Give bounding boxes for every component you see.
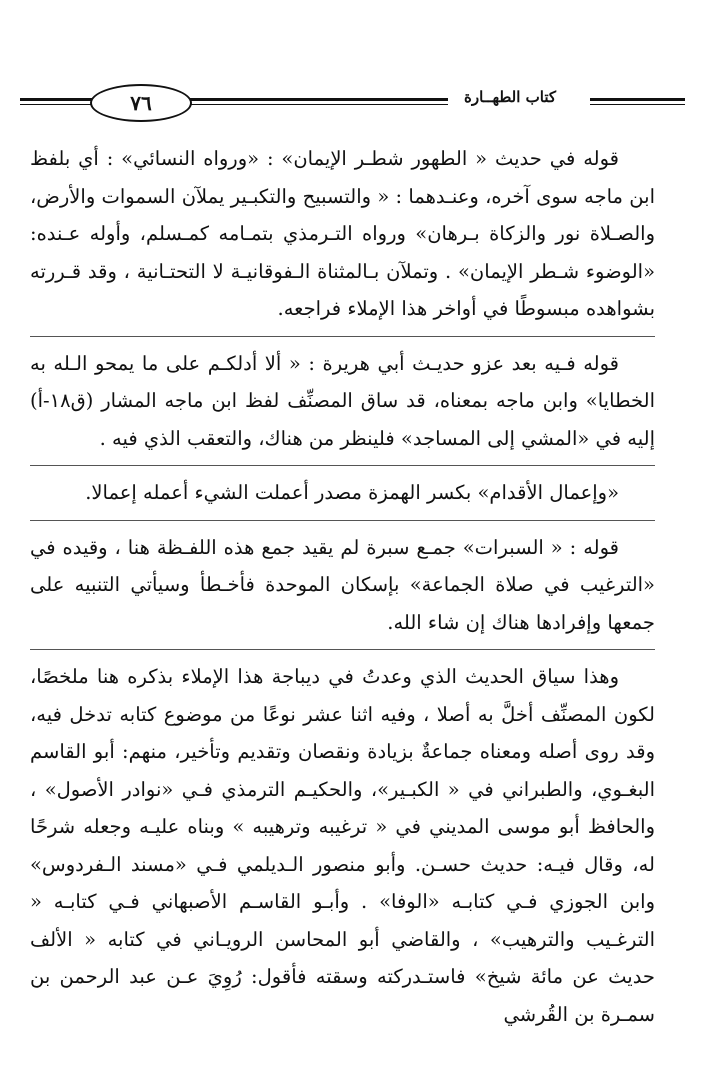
header-rule-mid-top bbox=[190, 98, 448, 101]
header-rule-mid-bottom bbox=[190, 104, 448, 105]
paragraph-divider bbox=[30, 520, 655, 521]
paragraph: قوله : « السبرات» جمـع سبرة لم يقيد جمع هذه اللفـظة هنا ، وقيده في «الترغيب في صلاة الجماعة» بإسكان الموحدة فأخـطأ وسيأتي التنبيه على جمعها وإفرادها هناك إن شاء الله. bbox=[30, 535, 655, 634]
paragraph-divider bbox=[30, 649, 655, 650]
paragraph: وهذا سياق الحديث الذي وعدتُ في ديباجة هذا الإملاء بذكره هنا ملخصًا، لكون المصنِّف أخلَّ به أصلا ، وفيه اثنا عشر نوعًا من موضوع كتابه تدخل فيه، وقد روى أصله ومعناه جماعةٌ بزيادة ونقصان وتقديم وتأخير، منهم: أبو القاسم البغـوي، والطبراني في « الكبـير»، والحكيـم الترمذي فـي «نوادر الأصول» ، والحافظ أبو موسى المديني في « ترغيبه وترهيبه » وبناه عليـه وجعله شرحًا له، وقال فيـه: حديث حسـن. وأبو منصور الـديلمي فـي «مسند الـفردوس» وابن الجوزي فـي كتابـه «الوفا» . وأبـو القاسـم الأصبهاني فـي كتابـه « الترغـيب والترهيب» ، والقاضي أبو المحاسن الرويـاني في كتابه « الألف حديث عن مائة شيخ» فاستـدركته وسقته فأقول: رُوِيَ عـن عبد الرحمن بن سمـرة بن القُرشي bbox=[30, 665, 655, 1026]
header-rule-left-bottom bbox=[20, 104, 92, 105]
paragraph: «وإعمال الأقدام» بكسر الهمزة مصدر أعملت الشيء أعمله إعمالا. bbox=[85, 481, 619, 504]
paragraph-divider bbox=[30, 336, 655, 337]
paragraph: قوله فـيه بعد عزو حديـث أبي هريرة : « ألا أدلكـم على ما يمحو الـله به الخطايا» وابن ماجه بمعناه، قد ساق المصنِّف لفظ ابن ماجه المشار (ق١٨-أ) إليه في «المشي إلى المساجد» فلينظر من هناك، والتعقب الذي فيه . bbox=[30, 351, 655, 450]
header-rule-left-top bbox=[20, 98, 92, 101]
page-header bbox=[20, 82, 685, 126]
header-rule-right-top bbox=[590, 98, 685, 101]
header-rule-right-bottom bbox=[590, 104, 685, 105]
running-title: كتاب الطهــارة bbox=[464, 88, 556, 106]
paragraph: قوله في حديث « الطهور شطـر الإيمان» : «ورواه النسائي» : أي بلفظ ابن ماجه سوى آخره، وعنـدهما : « والتسبيح والتكبـير يملآن السموات والأرض، والصـلاة نور والزكاة بـرهان» ورواه التـرمذي بتمـامه كمـسلم، وأوله عـنده: «الوضوء شـطر الإيمان» . وتملآن بـالمثناة الـفوقانيـة لا التحتـانية ، وقد قـررته بشواهده مبسوطًا في أواخر هذا الإملاء فراجعه. bbox=[30, 147, 655, 320]
page-body bbox=[30, 140, 655, 1033]
page-number: ٧٦ bbox=[90, 84, 192, 122]
paragraph-divider bbox=[30, 465, 655, 466]
